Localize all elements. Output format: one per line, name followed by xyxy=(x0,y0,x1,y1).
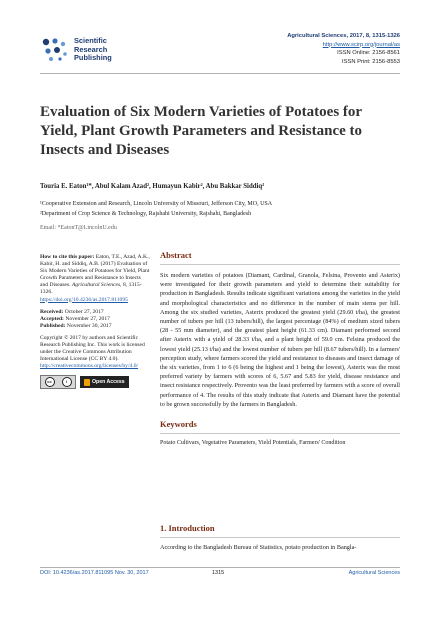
publication-dates xyxy=(40,309,150,330)
affiliations xyxy=(40,199,272,219)
abstract-divider xyxy=(160,264,400,265)
page-number: 1315 xyxy=(212,570,225,576)
published-date: November 30, 2017 xyxy=(66,322,112,329)
publisher-line: Research xyxy=(74,44,108,54)
cite-journal: Agricultural Sciences xyxy=(71,282,121,289)
publisher-logo-icon xyxy=(40,36,70,64)
main-column xyxy=(160,250,400,446)
affiliation-2: ²Department of Crop Science & Technology, Rajshahi University, Rajshahi, Bangladesh xyxy=(40,211,252,217)
author-list: Touria E. Eaton¹*, Abul Kalam Azad², Humayun Kabir², Abu Bakkar Siddiq² xyxy=(40,183,265,190)
affiliation-1: ¹Cooperative Extension and Research, Lincoln University of Missouri, Jefferson City, MO, USA xyxy=(40,201,273,207)
footer-journal: Agricultural Sciences xyxy=(348,570,400,576)
keywords-heading: Keywords xyxy=(160,419,197,430)
keywords-list: Potato Cultivars, Vegetative Parameters, Yield Potentials, Farmers' Condition xyxy=(160,440,346,447)
cc-by-license-icon[interactable] xyxy=(40,375,76,389)
header-divider xyxy=(40,73,400,74)
by-person-icon: i xyxy=(62,377,72,387)
keywords-divider xyxy=(160,433,400,434)
journal-citation: Agricultural Sciences, 2017, 8, 1315-1326 xyxy=(287,33,400,39)
corresponding-email: Email: *EatonT@LincolnU.edu xyxy=(40,225,117,231)
citation-sidebar xyxy=(40,254,150,389)
open-lock-icon xyxy=(84,379,90,386)
published-label: Published: xyxy=(40,322,66,329)
doi-link[interactable]: https://doi.org/10.4236/as.2017.811095 xyxy=(40,296,128,303)
footer-doi: DOI: 10.4236/as.2017.811095 Nov. 30, 2017 xyxy=(40,570,149,576)
footer-divider xyxy=(40,567,400,568)
cc-icon: cc xyxy=(45,377,55,387)
page-footer xyxy=(40,570,400,576)
cite-heading: How to cite this paper: xyxy=(40,254,95,260)
copyright-notice xyxy=(40,335,150,370)
abstract-body: Six modern varieties of potatoes (Diamant, Cardinal, Granola, Felsina, Provento and Asterix) were investigated for their growth parameters and yield to determine their suitability for production in Bangladesh. Results indicate significant variations among the varieties in the yield and morphological characteristics and no difference in the number of main stems per hill. Among the six studied varieties, Asterix produced the greatest yield (29.60 t/ha), the greatest number of tubers per hill (13 tubers/hill), the largest percentage (84%) of medium sized tubers (28 - 55 mm diameter), and the greatest plant height (61.33 cm). Diamant performed second after Asterix with a yield of 28.33 t/ha, and a plant height of 59.0 cm. Felsina produced the lowest yield (25.13 t/ha) and the lowest number of tubers per hill (8.67 tubers/hill). In a farmers' perception study, where farmers scored the yield and resistance to diseases and insect damage of the six varieties, from 1 to 6 (6 being the highest and 1 being the lowest), Asterix was the most preferred variety by farmers with scores of 6, 5.67 and 5.83 for yield, disease resistance and insect resistance respectively. Provento was the least preferred by farmers with a score of overall performance of 4. The results of this study indicate that Asterix and Diamant have the potential to be grown successfully by the farmers in Bangladesh. xyxy=(160,272,400,408)
paper-title: Evaluation of Six Modern Varieties of Potatoes for Yield, Plant Growth Parameters and Resistance to Insects and Diseases xyxy=(40,104,363,158)
copyright-text: Copyright © 2017 by authors and Scientific Research Publishing Inc. This work is licensed under the Creative Commons Attribution International License (CC BY 4.0). xyxy=(40,334,145,363)
issn-print: ISSN Print: 2156-8553 xyxy=(341,58,400,65)
how-to-cite xyxy=(40,254,150,304)
introduction-divider xyxy=(160,537,400,538)
cite-volume: , 8, 1315-1326. xyxy=(40,282,142,296)
publisher-line: Publishing xyxy=(74,53,112,63)
abstract-heading: Abstract xyxy=(160,250,192,260)
cite-text: Eaton, T.E., Azad, A.K., Kabir, H. and Siddiq, A.B. (2017) Evaluation of Six Modern Varieties of Potatoes for Yield, Plant Growth Parameters and Resistance to Insects and Diseases. xyxy=(40,254,150,289)
journal-url-link[interactable]: http://www.scirp.org/journal/as xyxy=(322,41,400,48)
journal-info xyxy=(287,32,400,66)
publisher-line: Scientific xyxy=(74,36,107,45)
publisher-name xyxy=(74,37,112,63)
introduction-heading: 1. Introduction xyxy=(160,523,215,533)
open-access-badge xyxy=(80,376,129,388)
accepted-date: November 27, 2017 xyxy=(65,315,110,322)
accepted-label: Accepted: xyxy=(40,315,64,322)
received-label: Received: xyxy=(40,308,64,315)
issn-online: ISSN Online: 2156-8561 xyxy=(337,50,400,57)
license-link[interactable]: http://creativecommons.org/licenses/by/4.0/ xyxy=(40,363,139,370)
received-date: October 27, 2017 xyxy=(64,308,104,315)
introduction-body: According to the Bangladesh Bureau of Statistics, potato production in Bangla- xyxy=(160,544,357,551)
license-badges xyxy=(40,375,150,389)
open-access-label: Open Access xyxy=(92,378,125,385)
